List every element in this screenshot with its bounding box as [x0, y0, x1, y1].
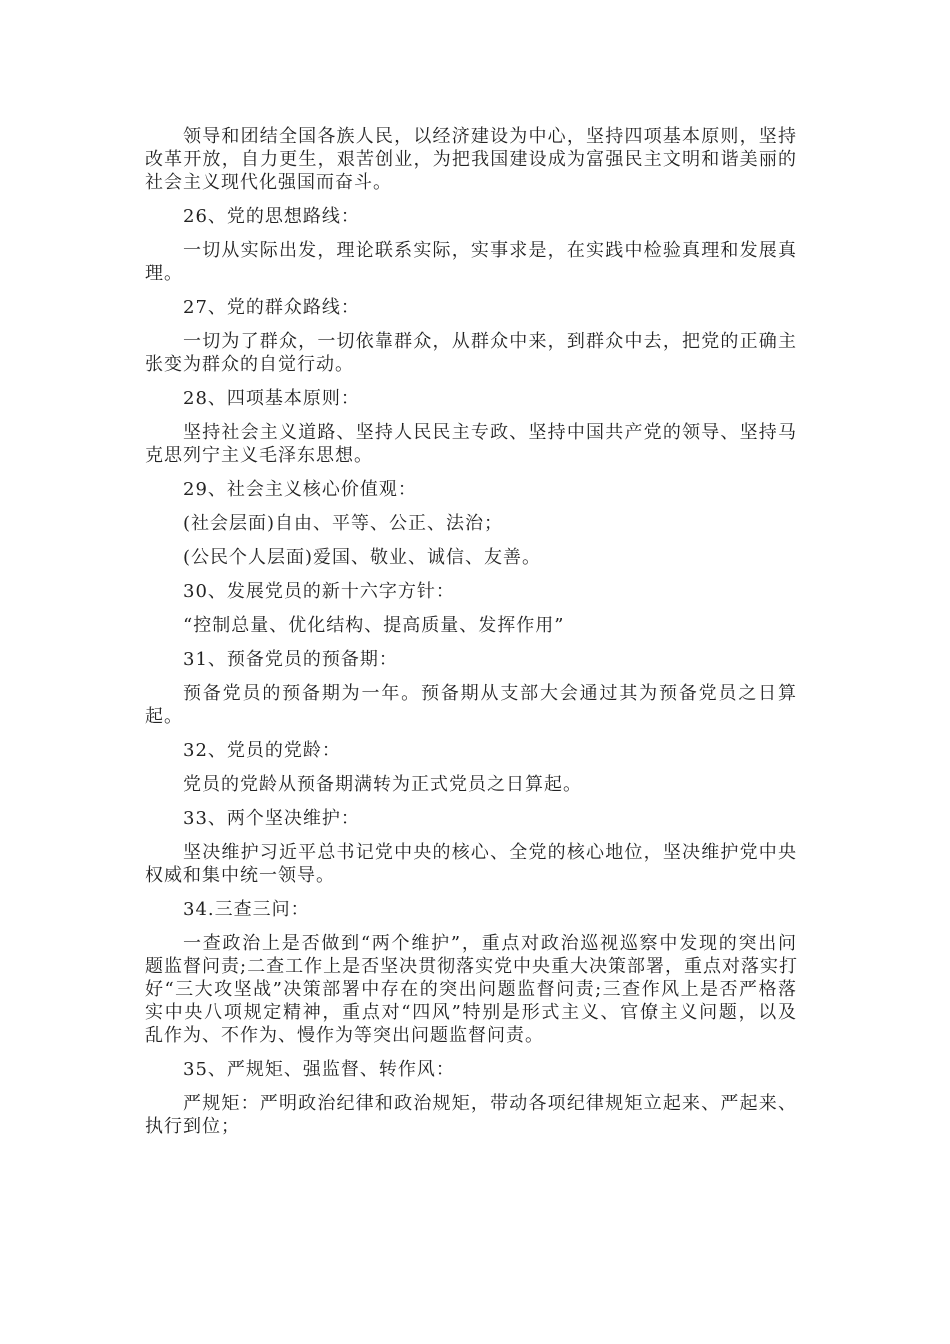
text-line: 30、发展党员的新十六字方针： — [183, 581, 455, 602]
text-line: 一查政治上是否做到“两个维护”，重点对政治巡视巡察中发现的突出问 — [183, 933, 797, 954]
text-line: 张变为群众的自觉行动。 — [145, 354, 354, 375]
text-line: 题监督问责;二查工作上是否坚决贯彻落实党中央重大决策部署，重点对落实打 — [145, 956, 799, 977]
section-heading — [145, 1058, 797, 1081]
body-paragraph — [145, 330, 797, 376]
body-paragraph — [145, 1092, 797, 1138]
text-line: 35、严规矩、强监督、转作风： — [183, 1059, 455, 1080]
text-line: 27、党的群众路线： — [183, 297, 360, 318]
text-line: 严规矩：严明政治纪律和政治规矩，带动各项纪律规矩立起来、严起来、 — [183, 1093, 797, 1114]
text-line: 34.三查三问： — [183, 899, 310, 920]
section-heading — [145, 387, 797, 410]
section-heading — [145, 739, 797, 762]
text-line: 起。 — [145, 706, 183, 727]
body-paragraph — [145, 512, 797, 535]
body-paragraph — [145, 773, 797, 796]
section-heading — [145, 205, 797, 228]
text-line: “控制总量、优化结构、提高质量、发挥作用” — [183, 615, 565, 636]
text-line: 改革开放，自力更生，艰苦创业，为把我国建设成为富强民主文明和谐美丽的 — [145, 149, 797, 170]
section-heading — [145, 648, 797, 671]
text-line: 坚决维护习近平总书记党中央的核心、全党的核心地位，坚决维护党中央 — [183, 842, 797, 863]
text-line: 预备党员的预备期为一年。预备期从支部大会通过其为预备党员之日算 — [183, 683, 797, 704]
text-line: 一切从实际出发，理论联系实际，实事求是，在实践中检验真理和发展真 — [183, 240, 797, 261]
text-line: 实中央八项规定精神，重点对“四风”特别是形式主义、官僚主义问题，以及 — [145, 1002, 797, 1023]
body-paragraph — [145, 421, 797, 467]
text-line: (社会层面)自由、平等、公正、法治； — [183, 513, 504, 534]
text-line: 31、预备党员的预备期： — [183, 649, 398, 670]
section-heading — [145, 807, 797, 830]
text-line: 理。 — [145, 263, 183, 284]
text-line: 28、四项基本原则： — [183, 388, 360, 409]
text-line: 26、党的思想路线： — [183, 206, 360, 227]
text-line: 社会主义现代化强国而奋斗。 — [145, 172, 392, 193]
body-paragraph — [145, 614, 797, 637]
document-page — [145, 125, 797, 1149]
body-paragraph — [145, 546, 797, 569]
section-heading — [145, 478, 797, 501]
section-heading — [145, 898, 797, 921]
text-line: 33、两个坚决维护： — [183, 808, 360, 829]
text-line: 坚持社会主义道路、坚持人民民主专政、坚持中国共产党的领导、坚持马 — [183, 422, 797, 443]
body-paragraph — [145, 932, 797, 1047]
body-paragraph — [145, 682, 797, 728]
text-line: (公民个人层面)爱国、敬业、诚信、友善。 — [183, 547, 542, 568]
text-line: 领导和团结全国各族人民，以经济建设为中心，坚持四项基本原则，坚持 — [183, 126, 797, 147]
text-line: 好“三大攻坚战”决策部署中存在的突出问题监督问责;三查作风上是否严格落 — [145, 979, 797, 1000]
body-paragraph — [145, 239, 797, 285]
text-line: 29、社会主义核心价值观： — [183, 479, 417, 500]
section-heading — [145, 296, 797, 319]
text-line: 权威和集中统一领导。 — [145, 865, 335, 886]
body-paragraph — [145, 125, 797, 194]
text-line: 执行到位； — [145, 1116, 240, 1137]
body-paragraph — [145, 841, 797, 887]
text-line: 一切为了群众，一切依靠群众，从群众中来，到群众中去，把党的正确主 — [183, 331, 797, 352]
text-line: 党员的党龄从预备期满转为正式党员之日算起。 — [183, 774, 582, 795]
section-heading — [145, 580, 797, 603]
text-line: 乱作为、不作为、慢作为等突出问题监督问责。 — [145, 1025, 544, 1046]
text-line: 32、党员的党龄： — [183, 740, 341, 761]
text-line: 克思列宁主义毛泽东思想。 — [145, 445, 373, 466]
